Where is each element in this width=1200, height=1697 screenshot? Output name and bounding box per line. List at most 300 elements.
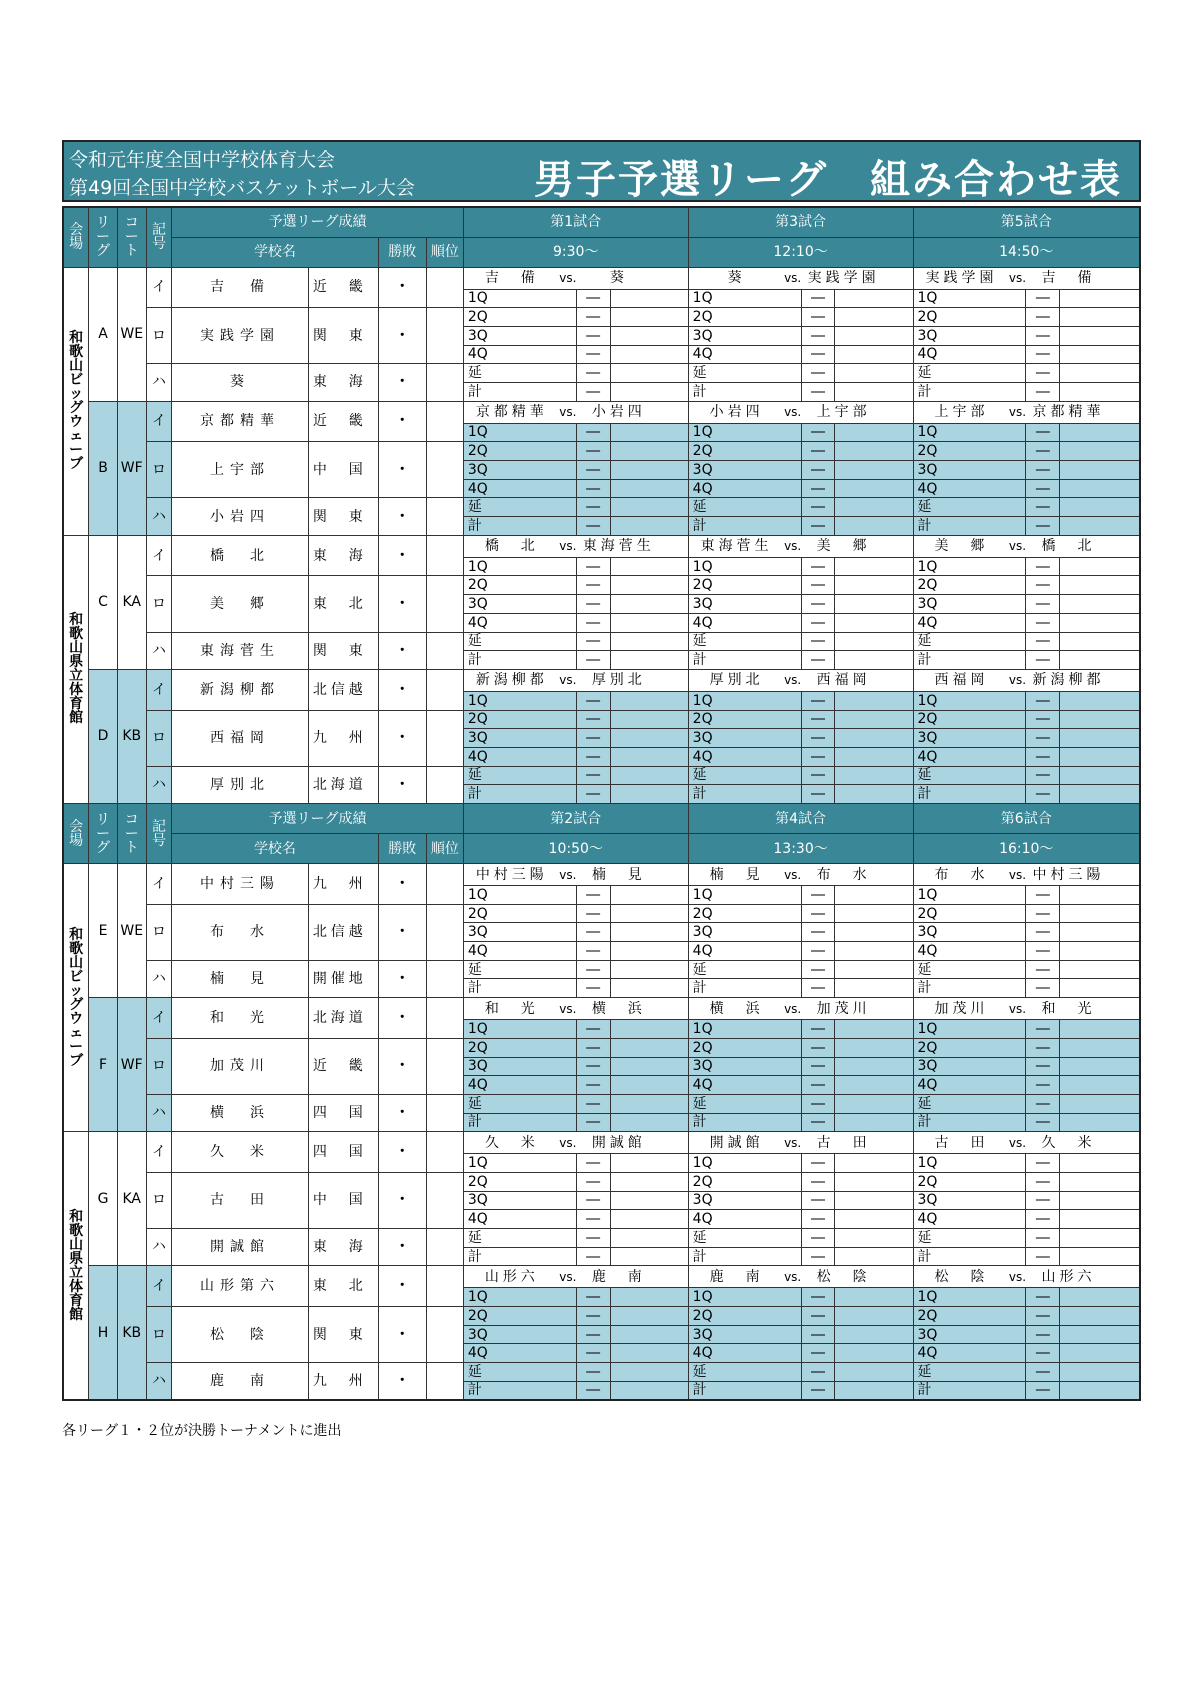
score-cell[interactable] xyxy=(835,1094,913,1113)
quarter-label: 4Q xyxy=(463,1210,576,1229)
score-cell[interactable] xyxy=(835,904,913,923)
score-cell[interactable] xyxy=(610,1154,688,1173)
quarter-label: 延 xyxy=(913,498,1026,517)
score-cell[interactable] xyxy=(610,747,688,766)
score-dash: ― xyxy=(801,308,835,327)
score-cell[interactable] xyxy=(835,766,913,785)
score-cell[interactable] xyxy=(610,1229,688,1248)
match-header xyxy=(463,267,688,289)
quarter-label: 延 xyxy=(463,498,576,517)
score-cell[interactable] xyxy=(610,423,688,442)
match-team-right: 美 郷 xyxy=(816,538,871,555)
team-rank xyxy=(426,766,463,803)
quarter-label: 延 xyxy=(688,1363,801,1382)
score-dash: ― xyxy=(576,747,610,766)
score-cell[interactable] xyxy=(835,308,913,327)
score-cell[interactable] xyxy=(1060,557,1140,576)
score-cell[interactable] xyxy=(835,747,913,766)
score-cell[interactable] xyxy=(610,1076,688,1095)
team-school: 鹿 南 xyxy=(172,1363,309,1400)
quarter-label: 1Q xyxy=(463,423,576,442)
score-cell[interactable] xyxy=(1060,442,1140,461)
score-cell[interactable] xyxy=(835,1191,913,1210)
game-time: 16:10～ xyxy=(913,834,1140,864)
score-cell[interactable] xyxy=(835,289,913,308)
quarter-label: 計 xyxy=(913,979,1026,998)
score-cell[interactable] xyxy=(835,960,913,979)
score-dash: ― xyxy=(801,576,835,595)
score-cell[interactable] xyxy=(610,517,688,536)
score-dash: ― xyxy=(801,923,835,942)
score-cell[interactable] xyxy=(1060,691,1140,710)
match-team-left: 山形六 xyxy=(484,1268,539,1285)
score-cell[interactable] xyxy=(835,345,913,364)
score-cell[interactable] xyxy=(610,710,688,729)
score-cell[interactable] xyxy=(1060,1113,1140,1132)
score-cell[interactable] xyxy=(610,479,688,498)
score-cell[interactable] xyxy=(610,595,688,614)
score-dash: ― xyxy=(1026,729,1060,748)
score-cell[interactable] xyxy=(835,1307,913,1326)
score-cell[interactable] xyxy=(835,923,913,942)
score-cell[interactable] xyxy=(835,942,913,961)
quarter-label: 3Q xyxy=(463,729,576,748)
score-cell[interactable] xyxy=(610,326,688,345)
court-id: KA xyxy=(117,1132,146,1266)
match-team-right: 小岩四 xyxy=(591,404,646,421)
score-cell[interactable] xyxy=(610,785,688,804)
quarter-label: 計 xyxy=(463,1381,576,1400)
match-header xyxy=(913,669,1140,691)
quarter-label: 延 xyxy=(913,1363,1026,1382)
score-dash: ― xyxy=(576,710,610,729)
score-cell[interactable] xyxy=(610,613,688,632)
match-header xyxy=(463,1266,688,1288)
match-team-left: 西福岡 xyxy=(934,672,989,689)
score-cell[interactable] xyxy=(835,595,913,614)
score-dash: ― xyxy=(576,1020,610,1039)
quarter-label: 1Q xyxy=(688,423,801,442)
match-header xyxy=(688,669,913,691)
score-cell[interactable] xyxy=(1060,651,1140,670)
score-cell[interactable] xyxy=(835,517,913,536)
match-vs: vs. xyxy=(1008,405,1027,420)
match-vs: vs. xyxy=(559,271,577,285)
score-cell[interactable] xyxy=(1060,632,1140,651)
score-dash: ― xyxy=(1026,308,1060,327)
score-cell[interactable] xyxy=(1060,326,1140,345)
team-region: 東 海 xyxy=(308,535,378,576)
quarter-label: 1Q xyxy=(913,886,1026,905)
team-mark: ハ xyxy=(146,1094,172,1131)
match-vs: vs. xyxy=(784,1135,802,1150)
score-cell[interactable] xyxy=(1060,710,1140,729)
score-cell[interactable] xyxy=(610,1113,688,1132)
match-team-right: 吉 備 xyxy=(1041,270,1096,286)
team-school: 開誠館 xyxy=(172,1229,309,1266)
score-cell[interactable] xyxy=(1060,1229,1140,1248)
quarter-label: 2Q xyxy=(913,308,1026,327)
score-cell[interactable] xyxy=(1060,1307,1140,1326)
quarter-label: 1Q xyxy=(913,423,1026,442)
score-cell[interactable] xyxy=(610,942,688,961)
team-region: 中 国 xyxy=(308,1172,378,1228)
quarter-label: 計 xyxy=(913,651,1026,670)
score-cell[interactable] xyxy=(610,289,688,308)
quarter-label: 延 xyxy=(463,960,576,979)
match-team-right: 久 米 xyxy=(1041,1134,1096,1151)
score-cell[interactable] xyxy=(1060,942,1140,961)
quarter-label: 計 xyxy=(688,517,801,536)
score-cell[interactable] xyxy=(835,423,913,442)
score-dash: ― xyxy=(1026,632,1060,651)
score-cell[interactable] xyxy=(835,785,913,804)
quarter-label: 計 xyxy=(463,785,576,804)
court-id: KB xyxy=(117,1266,146,1400)
quarter-label: 3Q xyxy=(463,1191,576,1210)
score-cell[interactable] xyxy=(1060,1154,1140,1173)
score-cell[interactable] xyxy=(1060,766,1140,785)
score-cell[interactable] xyxy=(1060,1038,1140,1057)
quarter-label: 延 xyxy=(688,960,801,979)
score-cell[interactable] xyxy=(610,1288,688,1307)
score-cell[interactable] xyxy=(1060,886,1140,905)
score-cell[interactable] xyxy=(610,979,688,998)
score-cell[interactable] xyxy=(610,1307,688,1326)
score-dash: ― xyxy=(576,1229,610,1248)
score-cell[interactable] xyxy=(610,766,688,785)
match-header xyxy=(688,864,913,886)
score-cell[interactable] xyxy=(835,1381,913,1400)
score-cell[interactable] xyxy=(610,691,688,710)
score-dash: ― xyxy=(801,326,835,345)
score-cell[interactable] xyxy=(835,979,913,998)
score-dash: ― xyxy=(576,308,610,327)
score-cell[interactable] xyxy=(1060,308,1140,327)
score-dash: ― xyxy=(1026,345,1060,364)
match-team-right: 横 浜 xyxy=(591,1000,646,1017)
quarter-label: 2Q xyxy=(688,1307,801,1326)
match-header xyxy=(913,998,1140,1020)
league-id: G xyxy=(89,1132,118,1266)
team-region: 四 国 xyxy=(308,1094,378,1131)
score-cell[interactable] xyxy=(1060,382,1140,401)
score-cell[interactable] xyxy=(1060,461,1140,480)
score-dash: ― xyxy=(1026,326,1060,345)
score-cell[interactable] xyxy=(1060,345,1140,364)
match-team-left: 橋 北 xyxy=(484,538,539,555)
match-team-right: 京都精華 xyxy=(1032,404,1105,421)
score-cell[interactable] xyxy=(610,1247,688,1266)
score-cell[interactable] xyxy=(835,1020,913,1039)
score-cell[interactable] xyxy=(835,729,913,748)
score-dash: ― xyxy=(801,1229,835,1248)
score-cell[interactable] xyxy=(835,557,913,576)
game-label: 第4試合 xyxy=(688,804,913,834)
team-winloss: ・ xyxy=(378,1229,426,1266)
score-dash: ― xyxy=(1026,691,1060,710)
score-dash: ― xyxy=(1026,289,1060,308)
score-cell[interactable] xyxy=(610,364,688,383)
score-cell[interactable] xyxy=(1060,1288,1140,1307)
score-cell[interactable] xyxy=(610,442,688,461)
score-cell[interactable] xyxy=(610,308,688,327)
score-dash: ― xyxy=(801,1381,835,1400)
quarter-label: 延 xyxy=(463,1229,576,1248)
score-cell[interactable] xyxy=(610,904,688,923)
score-cell[interactable] xyxy=(835,326,913,345)
quarter-label: 2Q xyxy=(688,442,801,461)
score-cell[interactable] xyxy=(1060,613,1140,632)
quarter-label: 3Q xyxy=(913,1191,1026,1210)
league-id: D xyxy=(89,669,118,803)
score-cell[interactable] xyxy=(835,710,913,729)
score-cell[interactable] xyxy=(835,632,913,651)
team-winloss: ・ xyxy=(378,710,426,766)
score-dash: ― xyxy=(576,423,610,442)
score-dash: ― xyxy=(576,613,610,632)
match-vs: vs. xyxy=(1008,539,1027,554)
score-dash: ― xyxy=(1026,923,1060,942)
score-cell[interactable] xyxy=(835,1113,913,1132)
quarter-label: 1Q xyxy=(913,691,1026,710)
score-cell[interactable] xyxy=(835,651,913,670)
score-cell[interactable] xyxy=(835,479,913,498)
score-cell[interactable] xyxy=(835,364,913,383)
score-cell[interactable] xyxy=(835,1076,913,1095)
quarter-label: 延 xyxy=(688,766,801,785)
score-cell[interactable] xyxy=(1060,1094,1140,1113)
score-cell[interactable] xyxy=(1060,1363,1140,1382)
score-cell[interactable] xyxy=(610,1038,688,1057)
team-region: 東 北 xyxy=(308,576,378,632)
quarter-label: 延 xyxy=(913,1229,1026,1248)
score-cell[interactable] xyxy=(1060,423,1140,442)
quarter-label: 計 xyxy=(913,785,1026,804)
team-rank xyxy=(426,669,463,710)
score-dash: ― xyxy=(576,442,610,461)
score-cell[interactable] xyxy=(1060,747,1140,766)
score-cell[interactable] xyxy=(1060,1210,1140,1229)
match-team-left: 和 光 xyxy=(484,1000,539,1017)
score-cell[interactable] xyxy=(835,1210,913,1229)
score-cell[interactable] xyxy=(610,382,688,401)
score-cell[interactable] xyxy=(610,632,688,651)
score-cell[interactable] xyxy=(610,1094,688,1113)
score-cell[interactable] xyxy=(1060,595,1140,614)
score-cell[interactable] xyxy=(610,1210,688,1229)
match-team-right: 山形六 xyxy=(1041,1268,1096,1285)
score-cell[interactable] xyxy=(1060,1057,1140,1076)
score-cell[interactable] xyxy=(610,651,688,670)
game-time: 14:50～ xyxy=(913,237,1140,267)
score-cell[interactable] xyxy=(610,461,688,480)
team-region: 北信越 xyxy=(308,904,378,960)
team-rank xyxy=(426,1172,463,1228)
score-dash: ― xyxy=(801,1288,835,1307)
quarter-label: 3Q xyxy=(463,1057,576,1076)
score-cell[interactable] xyxy=(610,729,688,748)
score-cell[interactable] xyxy=(610,1057,688,1076)
score-cell[interactable] xyxy=(610,1172,688,1191)
score-cell[interactable] xyxy=(835,498,913,517)
score-cell[interactable] xyxy=(610,1020,688,1039)
score-dash: ― xyxy=(801,710,835,729)
game-label: 第6試合 xyxy=(913,804,1140,834)
score-cell[interactable] xyxy=(610,923,688,942)
score-cell[interactable] xyxy=(1060,1344,1140,1363)
match-vs: vs. xyxy=(559,405,577,420)
score-dash: ― xyxy=(1026,461,1060,480)
quarter-label: 1Q xyxy=(463,1020,576,1039)
score-cell[interactable] xyxy=(1060,1076,1140,1095)
score-cell[interactable] xyxy=(835,1229,913,1248)
team-region: 九 州 xyxy=(308,864,378,905)
score-cell[interactable] xyxy=(1060,979,1140,998)
score-dash: ― xyxy=(576,785,610,804)
team-region: 関 東 xyxy=(308,308,378,364)
game-label: 第3試合 xyxy=(688,207,913,237)
score-cell[interactable] xyxy=(610,1381,688,1400)
score-cell[interactable] xyxy=(1060,1020,1140,1039)
match-team-right: 厚別北 xyxy=(591,672,646,689)
score-dash: ― xyxy=(801,289,835,308)
team-rank xyxy=(426,1229,463,1266)
score-cell[interactable] xyxy=(1060,364,1140,383)
score-cell[interactable] xyxy=(610,576,688,595)
score-cell[interactable] xyxy=(1060,517,1140,536)
score-cell[interactable] xyxy=(610,557,688,576)
score-cell[interactable] xyxy=(835,1363,913,1382)
quarter-label: 1Q xyxy=(463,1288,576,1307)
quarter-label: 1Q xyxy=(688,557,801,576)
score-cell[interactable] xyxy=(835,691,913,710)
score-dash: ― xyxy=(1026,613,1060,632)
score-dash: ― xyxy=(576,1154,610,1173)
score-cell[interactable] xyxy=(835,1325,913,1344)
match-vs: vs. xyxy=(1008,1001,1027,1016)
score-cell[interactable] xyxy=(835,1057,913,1076)
score-cell[interactable] xyxy=(1060,960,1140,979)
quarter-label: 4Q xyxy=(913,479,1026,498)
quarter-label: 2Q xyxy=(913,442,1026,461)
score-cell[interactable] xyxy=(610,886,688,905)
score-cell[interactable] xyxy=(1060,498,1140,517)
score-cell[interactable] xyxy=(610,1344,688,1363)
court-id: WF xyxy=(117,998,146,1132)
score-cell[interactable] xyxy=(610,1325,688,1344)
score-cell[interactable] xyxy=(1060,904,1140,923)
score-cell[interactable] xyxy=(835,886,913,905)
score-cell[interactable] xyxy=(1060,1191,1140,1210)
team-mark: ハ xyxy=(146,364,172,401)
match-team-left: 厚別北 xyxy=(709,672,764,689)
match-header xyxy=(688,535,913,557)
score-cell[interactable] xyxy=(610,1363,688,1382)
match-team-right: 古 田 xyxy=(816,1134,871,1151)
score-cell[interactable] xyxy=(610,345,688,364)
quarter-label: 3Q xyxy=(913,729,1026,748)
quarter-label: 延 xyxy=(688,364,801,383)
score-cell[interactable] xyxy=(835,1247,913,1266)
match-team-left: 中村三陽 xyxy=(475,866,548,883)
score-cell[interactable] xyxy=(610,1191,688,1210)
score-cell[interactable] xyxy=(1060,1247,1140,1266)
team-winloss: ・ xyxy=(378,267,426,308)
score-cell[interactable] xyxy=(610,960,688,979)
score-cell[interactable] xyxy=(835,1172,913,1191)
match-team-left: 古 田 xyxy=(934,1134,989,1151)
quarter-label: 3Q xyxy=(913,326,1026,345)
quarter-label: 延 xyxy=(913,960,1026,979)
score-cell[interactable] xyxy=(1060,1172,1140,1191)
game-time: 13:30～ xyxy=(688,834,913,864)
score-cell[interactable] xyxy=(835,1038,913,1057)
score-cell[interactable] xyxy=(1060,1381,1140,1400)
team-mark: イ xyxy=(146,669,172,710)
score-dash: ― xyxy=(576,595,610,614)
quarter-label: 延 xyxy=(463,632,576,651)
score-cell[interactable] xyxy=(1060,729,1140,748)
col-winloss: 勝敗 xyxy=(378,237,426,267)
match-team-left: 小岩四 xyxy=(709,404,764,421)
score-cell[interactable] xyxy=(835,461,913,480)
game-time: 12:10～ xyxy=(688,237,913,267)
quarter-label: 4Q xyxy=(688,1210,801,1229)
col-school: 学校名 xyxy=(172,237,378,267)
score-cell[interactable] xyxy=(1060,923,1140,942)
score-cell[interactable] xyxy=(835,382,913,401)
score-cell[interactable] xyxy=(835,442,913,461)
quarter-label: 2Q xyxy=(463,1038,576,1057)
score-dash: ― xyxy=(576,960,610,979)
bracket-sheet xyxy=(62,140,1141,1401)
quarter-label: 4Q xyxy=(688,747,801,766)
score-cell[interactable] xyxy=(1060,785,1140,804)
quarter-label: 計 xyxy=(688,1247,801,1266)
team-rank xyxy=(426,632,463,669)
score-cell[interactable] xyxy=(835,1154,913,1173)
score-cell[interactable] xyxy=(835,576,913,595)
court-id: WF xyxy=(117,401,146,535)
score-dash: ― xyxy=(801,1154,835,1173)
col-venue: 会場 xyxy=(63,804,89,864)
score-cell[interactable] xyxy=(1060,576,1140,595)
score-cell[interactable] xyxy=(835,1288,913,1307)
match-team-right: 新潟柳都 xyxy=(1032,672,1105,689)
score-cell[interactable] xyxy=(1060,1325,1140,1344)
match-header xyxy=(463,535,688,557)
quarter-label: 延 xyxy=(463,364,576,383)
team-rank xyxy=(426,576,463,632)
score-cell[interactable] xyxy=(1060,479,1140,498)
match-team-left: 京都精華 xyxy=(475,404,548,421)
league-id: B xyxy=(89,401,118,535)
match-vs: vs. xyxy=(1008,1135,1027,1150)
team-winloss: ・ xyxy=(378,535,426,576)
score-cell[interactable] xyxy=(610,498,688,517)
team-rank xyxy=(426,442,463,498)
score-dash: ― xyxy=(1026,785,1060,804)
score-cell[interactable] xyxy=(835,1344,913,1363)
score-dash: ― xyxy=(801,442,835,461)
quarter-label: 延 xyxy=(463,1363,576,1382)
score-cell[interactable] xyxy=(835,613,913,632)
score-dash: ― xyxy=(801,1057,835,1076)
quarter-label: 3Q xyxy=(688,1057,801,1076)
score-cell[interactable] xyxy=(1060,289,1140,308)
match-header xyxy=(688,267,913,289)
